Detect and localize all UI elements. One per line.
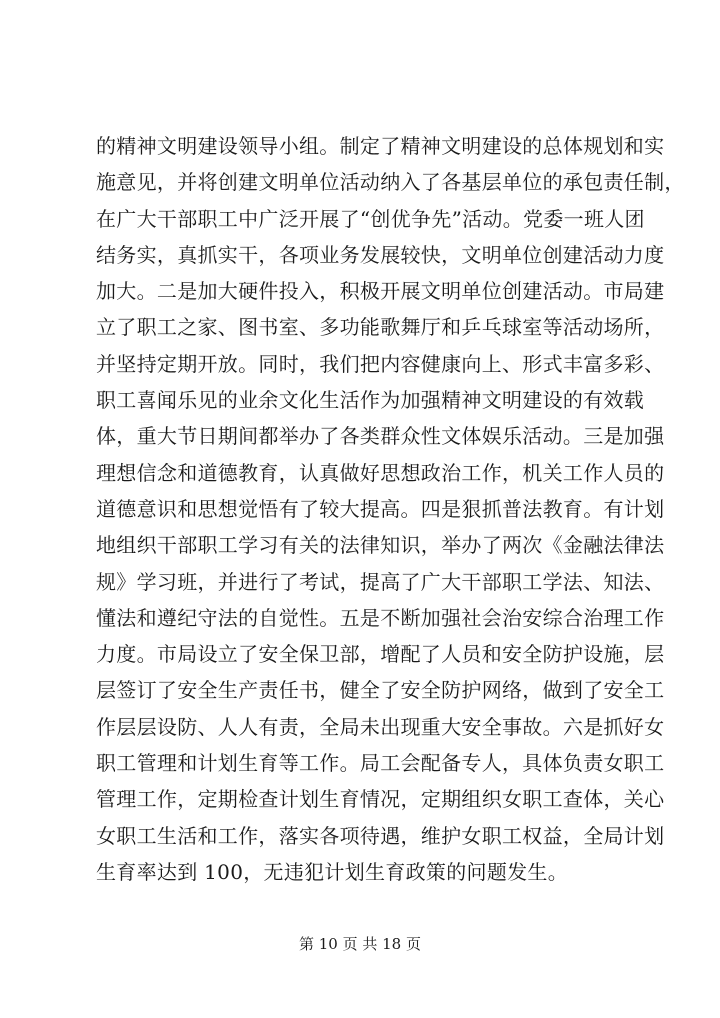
text-line: 并坚持定期开放。同时，我们把内容健康向上、形式丰富多彩、 (96, 351, 665, 376)
text-line: 的精神文明建设领导小组。制定了精神文明建设的总体规划和实 (96, 134, 665, 158)
text-line: 结务实，真抓实干，各项业务发展较快，文明单位创建活动力度 (96, 242, 665, 267)
page-number-footer: 第 10 页 共 18 页 (298, 935, 421, 953)
text-line: 生育率达到 100，无违犯计划生育政策的问题发生。 (96, 859, 569, 884)
text-line: 作层层设防、人人有责，全局未出现重大安全事故。六是抓好女 (96, 714, 665, 739)
text-line: 施意见，并将创建文明单位活动纳入了各基层单位的承包责任制， (96, 170, 685, 195)
text-line: 地组织干部职工学习有关的法律知识，举办了两次《金融法律法 (96, 533, 665, 558)
text-line: 立了职工之家、图书室、多功能歌舞厅和乒乓球室等活动场所， (96, 315, 665, 340)
text-line: 懂法和遵纪守法的自觉性。五是不断加强社会治安综合治理工作 (96, 605, 665, 630)
text-line: 力度。市局设立了安全保卫部，增配了人员和安全防护设施，层 (96, 642, 665, 667)
text-line: 体，重大节日期间都举办了各类群众性文体娱乐活动。三是加强 (96, 424, 665, 449)
body-paragraph (96, 128, 685, 890)
text-line: 管理工作，定期检查计划生育情况，定期组织女职工查体，关心 (96, 787, 665, 812)
text-line: 加大。二是加大硬件投入，积极开展文明单位创建活动。市局建 (96, 279, 665, 304)
text-line: 理想信念和道德教育，认真做好思想政治工作，机关工作人员的 (96, 460, 665, 485)
text-line: 道德意识和思想觉悟有了较大提高。四是狠抓普法教育。有计划 (96, 496, 665, 521)
text-line: 女职工生活和工作，落实各项待遇，维护女职工权益，全局计划 (96, 823, 665, 848)
text-line: 规》学习班，并进行了考试，提高了广大干部职工学法、知法、 (96, 569, 665, 594)
text-line: 层签订了安全生产责任书，健全了安全防护网络，做到了安全工 (96, 678, 665, 703)
text-line: 在广大干部职工中广泛开展了“创优争先”活动。党委一班人团 (96, 206, 645, 231)
text-line: 职工喜闻乐见的业余文化生活作为加强精神文明建设的有效载 (96, 388, 645, 413)
text-line: 职工管理和计划生育等工作。局工会配备专人，具体负责女职工 (96, 751, 665, 776)
